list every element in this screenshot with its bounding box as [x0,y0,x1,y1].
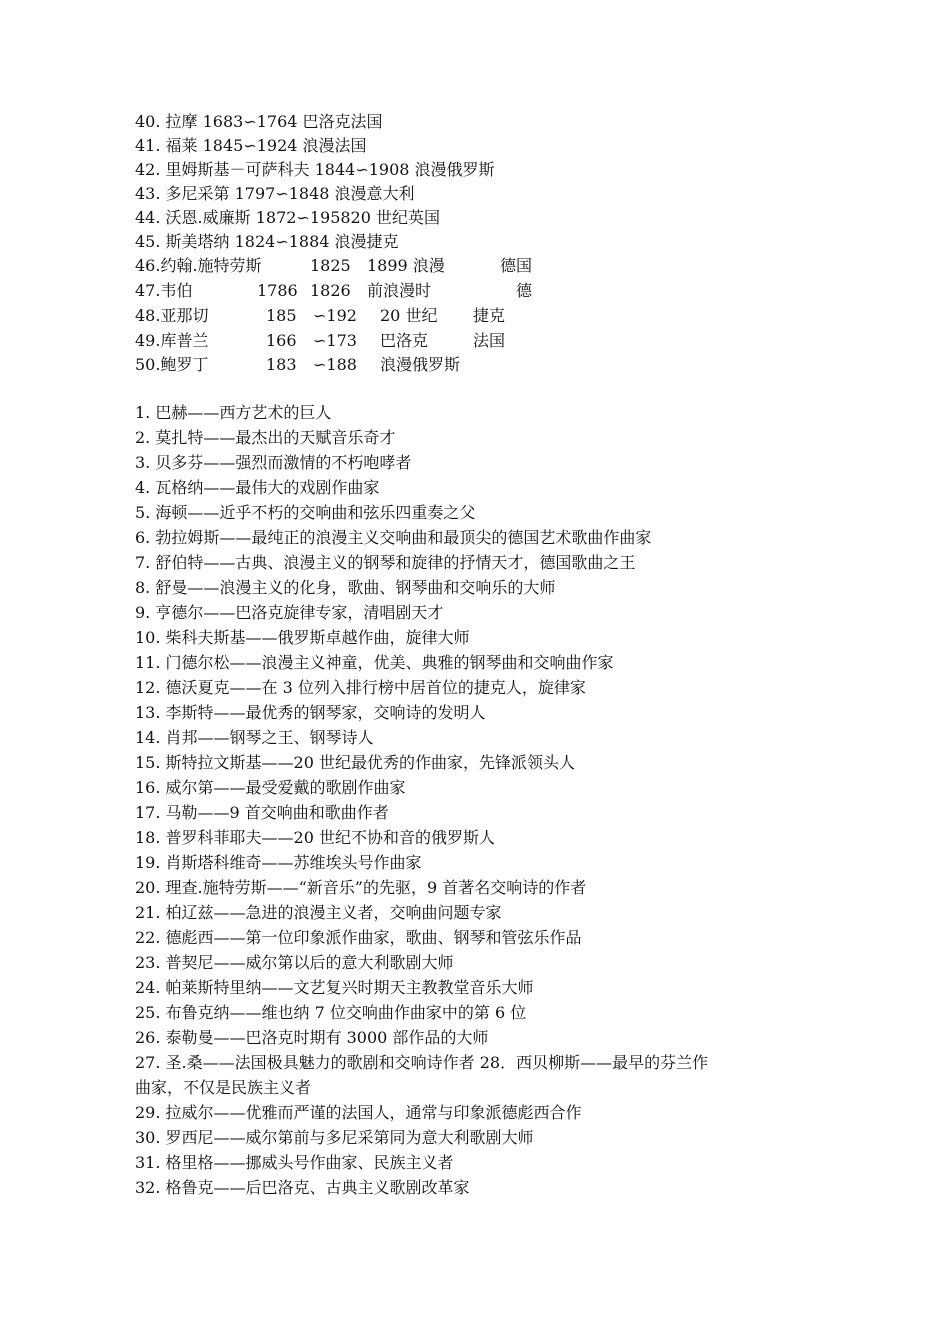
table-cell-country: 德国 [500,256,533,275]
description-line: 22. 德彪西——第一位印象派作曲家，歌曲、钢琴和管弦乐作品 [135,928,582,947]
description-line: 15. 斯特拉文斯基——20 世纪最优秀的作曲家，先锋派领头人 [135,753,575,772]
table-cell-death: ∽188 [313,355,357,374]
description-line: 23. 普契尼——威尔第以后的意大利歌剧大师 [135,953,454,972]
table-cell-birth: 1786 [257,281,298,300]
description-line: 29. 拉威尔——优雅而严谨的法国人，通常与印象派德彪西合作 [135,1103,582,1122]
description-line: 27. 圣.桑——法国极具魅力的歌剧和交响诗作者 28．西贝柳斯——最早的芬兰作 [135,1053,709,1072]
table-cell-era: 浪漫俄罗斯 [380,355,461,374]
description-line: 1. 巴赫——西方艺术的巨人 [135,403,332,422]
description-line: 16. 威尔第——最受爱戴的歌剧作曲家 [135,778,406,797]
composer-line: 44. 沃恩.威廉斯 1872∽195820 世纪英国 [135,208,440,227]
description-line: 18. 普罗科菲耶夫——20 世纪不协和音的俄罗斯人 [135,828,495,847]
table-cell-death: ∽192 [313,306,357,325]
table-cell-name: 48.亚那切 [135,306,209,325]
description-line: 20. 理查.施特劳斯——“新音乐”的先驱，9 首著名交响诗的作者 [135,878,587,897]
description-line: 2. 莫扎特——最杰出的天赋音乐奇才 [135,428,396,447]
description-line: 8. 舒曼——浪漫主义的化身，歌曲、钢琴曲和交响乐的大师 [135,578,556,597]
table-cell-name: 49.库普兰 [135,331,209,350]
description-line: 10. 柴科夫斯基——俄罗斯卓越作曲，旋律大师 [135,628,470,647]
composer-line: 42. 里姆斯基－可萨科夫 1844∽1908 浪漫俄罗斯 [135,160,495,179]
description-line: 9. 亨德尔——巴洛克旋律专家，清唱剧天才 [135,603,444,622]
table-cell-birth: 185 [266,306,297,325]
description-line: 26. 泰勒曼——巴洛克时期有 3000 部作品的大师 [135,1028,489,1047]
table-cell-era: 20 世纪 [380,306,438,325]
description-line: 11. 门德尔松——浪漫主义神童，优美、典雅的钢琴曲和交响曲作家 [135,653,614,672]
table-cell-death: 1826 [310,281,351,300]
description-line: 12. 德沃夏克——在 3 位列入排行榜中居首位的捷克人，旋律家 [135,678,586,697]
composer-line: 43. 多尼采第 1797∽1848 浪漫意大利 [135,184,415,203]
description-line: 30. 罗西尼——威尔第前与多尼采第同为意大利歌剧大师 [135,1128,534,1147]
description-line: 19. 肖斯塔科维奇——苏维埃头号作曲家 [135,853,422,872]
table-cell-name: 46.约翰.施特劳斯 [135,256,262,275]
composer-line: 41. 福莱 1845∽1924 浪漫法国 [135,136,367,155]
description-line: 32. 格鲁克——后巴洛克、古典主义歌剧改革家 [135,1178,470,1197]
description-line: 7. 舒伯特——古典、浪漫主义的钢琴和旋律的抒情天才，德国歌曲之王 [135,553,636,572]
description-line: 31. 格里格——挪威头号作曲家、民族主义者 [135,1153,454,1172]
table-cell-birth: 166 [266,331,297,350]
table-cell-country: 捷克 [473,306,506,325]
table-cell-era: 前浪漫时 [367,281,432,300]
composer-line: 45. 斯美塔纳 1824∽1884 浪漫捷克 [135,232,399,251]
description-line: 17. 马勒——9 首交响曲和歌曲作者 [135,803,389,822]
table-cell-death: 1899 浪漫 [367,256,445,275]
description-line: 25. 布鲁克纳——维也纳 7 位交响曲作曲家中的第 6 位 [135,1003,527,1022]
table-cell-birth: 183 [266,355,297,374]
table-cell-name: 50.鲍罗丁 [135,355,209,374]
description-line: 13. 李斯特——最优秀的钢琴家，交响诗的发明人 [135,703,486,722]
composer-line: 40. 拉摩 1683∽1764 巴洛克法国 [135,112,383,131]
table-cell-country: 法国 [473,331,506,350]
table-cell-name: 47.韦伯 [135,281,193,300]
table-cell-era: 巴洛克 [380,331,429,350]
table-cell-birth: 1825 [310,256,351,275]
description-line: 曲家，不仅是民族主义者 [135,1078,312,1097]
description-line: 24. 帕莱斯特里纳——文艺复兴时期天主教教堂音乐大师 [135,978,534,997]
description-line: 5. 海顿——近乎不朽的交响曲和弦乐四重奏之父 [135,503,476,522]
table-cell-death: ∽173 [313,331,357,350]
description-line: 6. 勃拉姆斯——最纯正的浪漫主义交响曲和最顶尖的德国艺术歌曲作曲家 [135,528,652,547]
description-line: 14. 肖邦——钢琴之王、钢琴诗人 [135,728,374,747]
description-line: 21. 柏辽兹——急进的浪漫主义者，交响曲问题专家 [135,903,502,922]
description-line: 4. 瓦格纳——最伟大的戏剧作曲家 [135,478,380,497]
description-line: 3. 贝多芬——强烈而激情的不朽咆哮者 [135,453,412,472]
table-cell-country: 德 [516,281,533,300]
